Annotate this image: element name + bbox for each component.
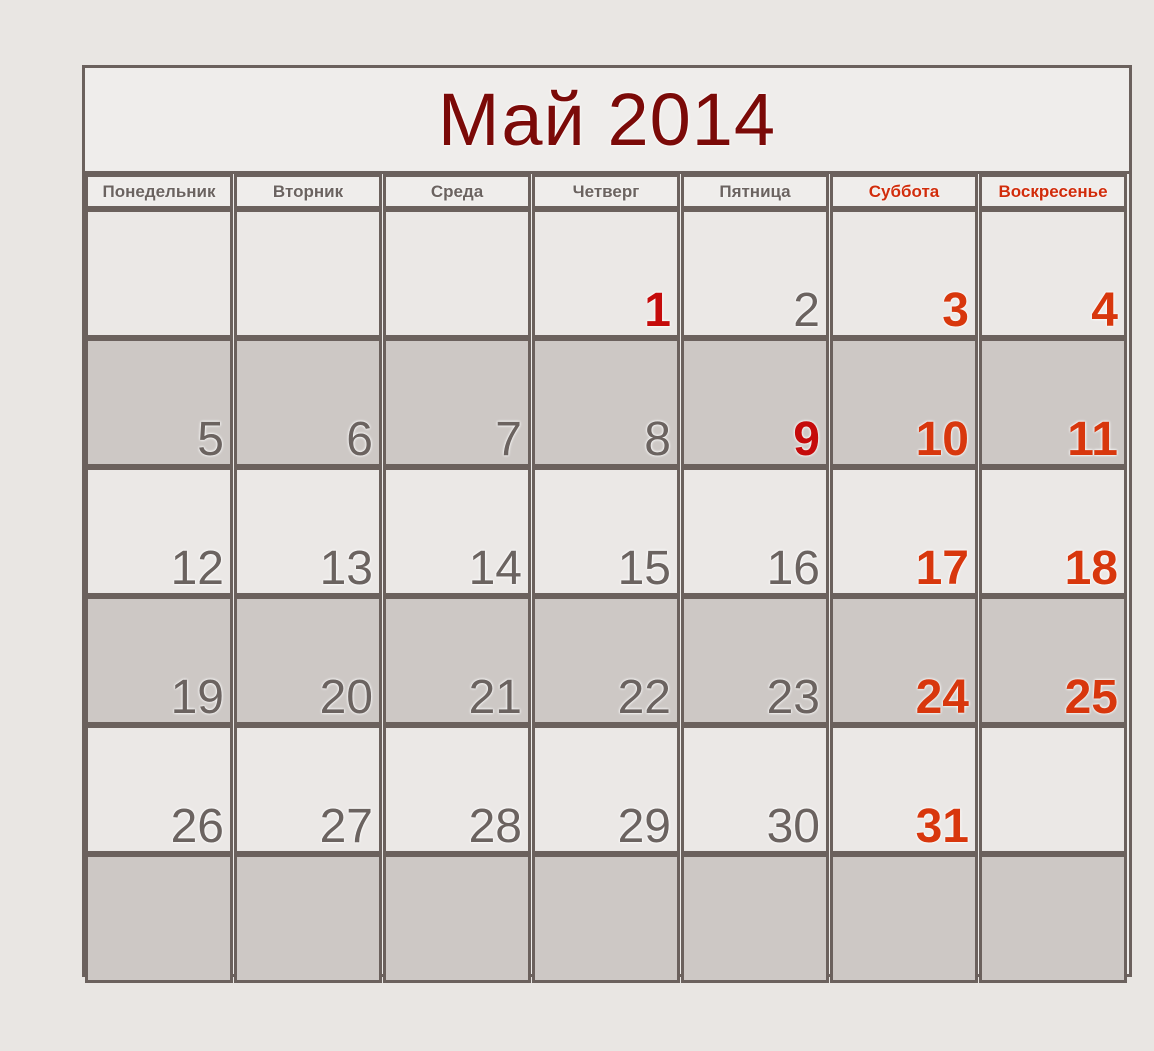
day-number: 1 xyxy=(644,284,671,337)
weekday-header: Вторник xyxy=(234,174,382,209)
day-number: 21 xyxy=(468,671,522,724)
day-cell xyxy=(85,596,233,725)
day-number: 26 xyxy=(170,800,224,853)
day-number: 15 xyxy=(617,542,671,595)
day-number: 20 xyxy=(319,671,373,724)
day-number: 31 xyxy=(915,800,969,853)
day-number: 9 xyxy=(793,413,820,466)
day-number: 18 xyxy=(1064,542,1118,595)
day-number: 2 xyxy=(793,284,820,337)
day-cell xyxy=(979,596,1127,725)
day-cell xyxy=(234,596,382,725)
day-cell xyxy=(681,854,829,983)
day-number: 25 xyxy=(1064,671,1118,724)
day-number: 16 xyxy=(766,542,820,595)
day-cell xyxy=(85,854,233,983)
day-number: 23 xyxy=(766,671,820,724)
day-cell xyxy=(383,854,531,983)
day-cell xyxy=(830,338,978,467)
day-number: 13 xyxy=(319,542,373,595)
day-number: 6 xyxy=(346,413,373,466)
day-cell xyxy=(979,209,1127,338)
title-bar xyxy=(85,68,1129,174)
day-cell xyxy=(532,854,680,983)
day-cell xyxy=(234,854,382,983)
day-cell xyxy=(85,467,233,596)
day-cell xyxy=(681,725,829,854)
day-cell xyxy=(979,725,1127,854)
day-cell xyxy=(234,209,382,338)
day-number: 4 xyxy=(1091,284,1118,337)
day-number: 28 xyxy=(468,800,522,853)
day-cell xyxy=(830,596,978,725)
day-cell xyxy=(532,467,680,596)
weekday-header: Среда xyxy=(383,174,531,209)
day-cell xyxy=(85,725,233,854)
day-cell xyxy=(681,338,829,467)
day-number: 14 xyxy=(468,542,522,595)
day-cell xyxy=(383,467,531,596)
weekday-header: Суббота xyxy=(830,174,978,209)
day-number: 29 xyxy=(617,800,671,853)
day-cell xyxy=(979,854,1127,983)
day-number: 12 xyxy=(170,542,224,595)
day-cell xyxy=(681,209,829,338)
day-number: 7 xyxy=(495,413,522,466)
day-cell xyxy=(383,209,531,338)
calendar-grid xyxy=(85,174,1129,983)
day-number: 17 xyxy=(915,542,969,595)
day-number: 22 xyxy=(617,671,671,724)
day-cell xyxy=(383,338,531,467)
day-cell xyxy=(830,209,978,338)
day-cell xyxy=(234,338,382,467)
day-cell xyxy=(85,338,233,467)
weekday-header: Четверг xyxy=(532,174,680,209)
day-cell xyxy=(532,725,680,854)
day-number: 27 xyxy=(319,800,373,853)
day-cell xyxy=(383,596,531,725)
day-cell xyxy=(532,338,680,467)
day-number: 5 xyxy=(197,413,224,466)
day-number: 11 xyxy=(1067,413,1118,466)
day-cell xyxy=(234,725,382,854)
calendar-frame xyxy=(82,65,1132,977)
day-number: 24 xyxy=(915,671,969,724)
day-cell xyxy=(234,467,382,596)
day-cell xyxy=(681,596,829,725)
day-cell xyxy=(85,209,233,338)
weekday-header: Воскресенье xyxy=(979,174,1127,209)
day-cell xyxy=(830,467,978,596)
day-number: 30 xyxy=(766,800,820,853)
day-number: 8 xyxy=(644,413,671,466)
day-number: 19 xyxy=(170,671,224,724)
day-cell xyxy=(383,725,531,854)
day-cell xyxy=(830,725,978,854)
day-cell xyxy=(681,467,829,596)
day-cell xyxy=(830,854,978,983)
day-cell xyxy=(532,209,680,338)
day-number: 3 xyxy=(942,284,969,337)
weekday-header: Пятница xyxy=(681,174,829,209)
weekday-header: Понедельник xyxy=(85,174,233,209)
day-cell xyxy=(532,596,680,725)
calendar-title: Май 2014 xyxy=(437,78,777,161)
day-cell xyxy=(979,338,1127,467)
day-cell xyxy=(979,467,1127,596)
day-number: 10 xyxy=(915,413,969,466)
